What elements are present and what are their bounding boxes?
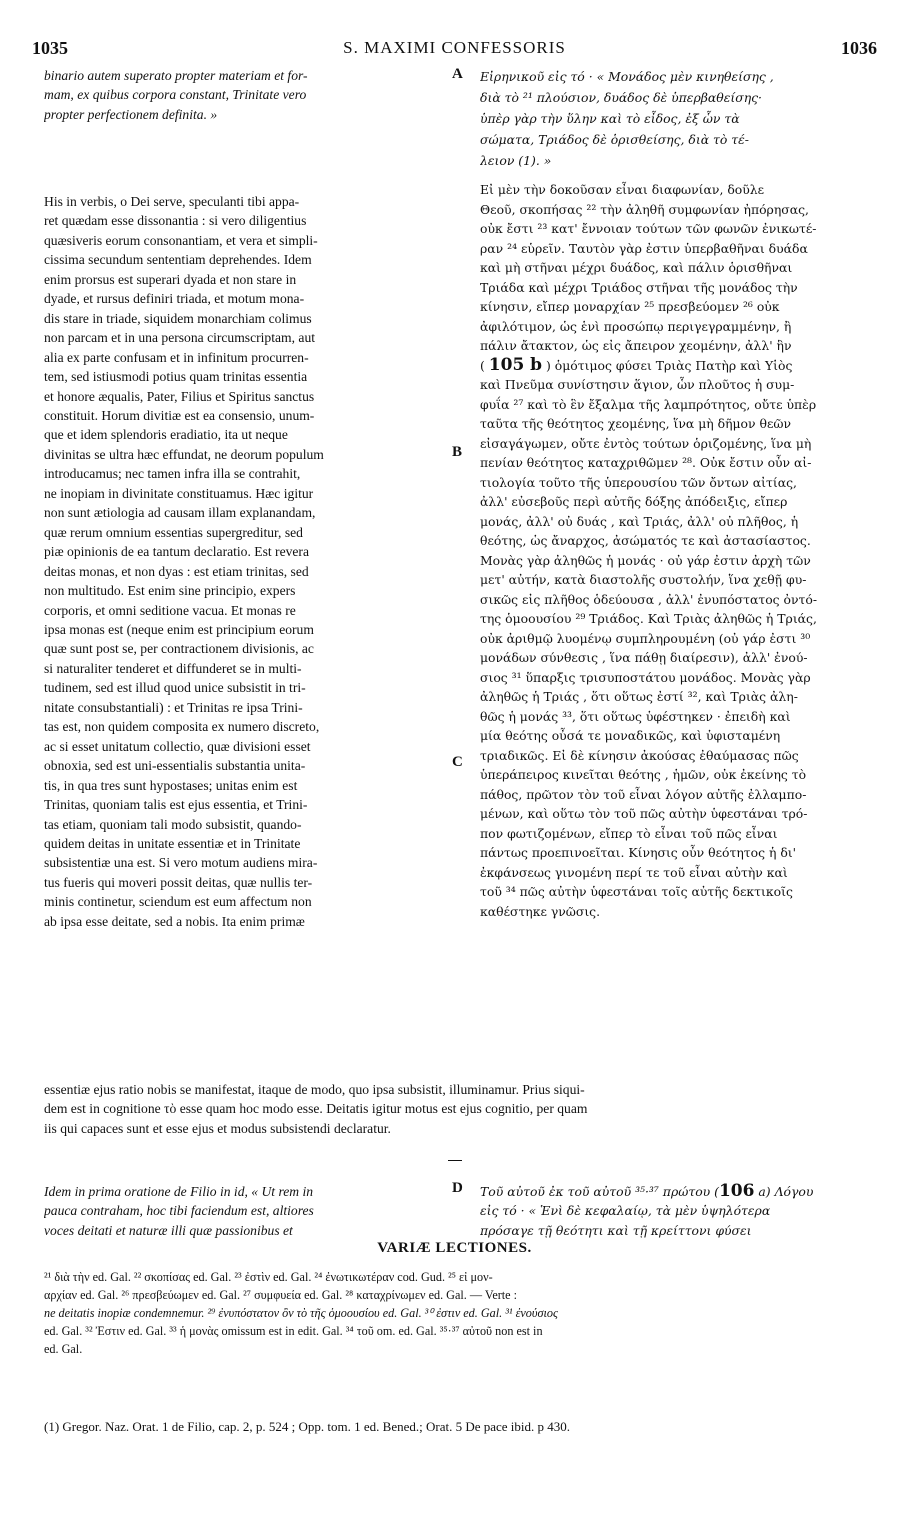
text-line: οὐκ ἔστι ²³ κατ' ἔννοιαν τούτων τῶν φωνῶν ἐνικωτέ- [480,221,817,236]
right-page-number: 1036 [841,38,877,58]
greek-top-block [480,66,878,171]
text-line: si naturaliter tenderet et diffunderet se in multi- [44,660,302,676]
text-line: μένων, καὶ οὕτω τὸν τοῦ πῶς αὐτὴν ὑφεστάναι τρό- [480,806,808,821]
text-line: constituit. Horum divitiæ est ea consensio, unum- [44,407,315,423]
text-line: nitate consubstantiali) : et Trinitas re ipsa Trini- [44,699,303,715]
variant-readings [44,1268,880,1358]
text-line: μονάς, ἀλλ' οὐ δυάς , καὶ Τριάς, ἀλλ' οὐ πλῆθος, ἡ [480,513,799,529]
text-line: ἀληθῶς ἡ Τριάς , ὅτι οὕτως ἐστί ³², καὶ Τριὰς ἀλη- [480,689,798,704]
text-line: ne inopiam in divinitate constituamus. Hæc igitur [44,485,314,501]
text-line: διὰ τὸ ²¹ πλούσιον, δυάδος δὲ ὑπερβαθείσης· [480,90,762,105]
text-line: ὑπὲρ γὰρ τὴν ὕλην καὶ τὸ εἶδος, ἐξ ὧν τὰ [480,111,740,126]
text-line: non sunt ætiologia ad causam illam explanandam, [44,505,316,521]
text-line: dis stare in triade, siquidem monarchiam colimus [44,310,312,326]
greek-bottom-block [480,1182,878,1240]
text-line: His in verbis, o Dei serve, speculanti tibi appa- [44,194,300,209]
left-page-number: 1035 [32,38,68,58]
text-line: καθέστηκε γνῶσις. [480,903,601,919]
text-line: πάντως προεπινοεῖται. Κίνησις οὖν θεότητος ἡ δι' [480,845,797,860]
text-line: quæsiveris eorum consonantiam, et vera et simpli- [44,232,318,248]
text-line: κίνησιν, εἴπερ μοναρχίαν ²⁵ πρεσβεύομεν ²⁶ οὐκ [480,299,780,314]
page-reference: 105 b [488,355,543,375]
text-line: mam, ex quibus corpora constant, Trinitate vero [44,87,307,103]
text-line: tudinem, sed est illud quod unice subsistit in tri- [44,680,306,696]
text-line: ραν ²⁴ εὑρεῖν. Ταυτὸν γὰρ ἐστιν ὑπερβαθῆναι δυάδα [480,240,808,256]
text-line: φυΐα ²⁷ καὶ τὸ ἓν ἔξαλμα τῆς λαμπρότητος, οὔτε ὑπὲρ [480,396,817,412]
text-line: propter perfectionem definita. » [44,106,218,122]
section-divider [448,1160,462,1161]
latin-bottom-block [44,1182,444,1240]
text-line: minis continetur, sciendum est eum affectum non [44,894,312,910]
text-line: θεότης, ὡς ἄναρχος, ἀσώματός τε καὶ ἀστασίαστος. [480,533,811,548]
note-line: αρχίαν ed. Gal. ²⁶ πρεσβεύωμεν ed. Gal. ²⁷ συμφυεία ed. Gal. ²⁸ καταχρίνωμεν ed. Gal. — Verte : [44,1288,518,1302]
text-line: καὶ Πνεῦμα συνίστησιν ἅγιον, ὧν πλοῦτος ἡ συμ- [480,377,795,392]
section-marker-b: B [452,444,463,460]
text-line: cissima secundum sententiam deprehendes. Idem [44,252,312,268]
text-line: λειον (1). » [480,153,552,168]
text-line: τοῦ ³⁴ πῶς αὐτὴν ὑφεστάναι τοῖς αὐτῆς δεκτικοῖς [480,884,793,899]
text-line: ab ipsa esse deitate, sed a nobis. Ita enim primæ [44,913,305,929]
text-line: pauca contraham, hoc tibi faciendum est, altiores [44,1203,314,1219]
text-line: ipsa monas est (neque enim est principium eorum [44,621,314,637]
text-line: divinitas se ultra hæc effundat, ne deorum populum [44,446,324,462]
text-line: non multitudo. Est enim sine principio, expers [44,583,296,599]
text-line: ἀλλ' εὐσεβοῦς περὶ αὐτῆς δόξης ἀπόδειξις, εἴπερ [480,494,788,509]
text-line: quæ sunt post se, per contractionem divisionis, ac [44,641,314,657]
text-line: μετ' αὐτήν, κατὰ διαστολῆς συστολήν, ἵνα χεθῇ φυ- [480,572,807,587]
text-line [480,1182,878,1201]
note-line: ed. Gal. ³² Ἐστιν ed. Gal. ³³ ἡ μονὰς omissum est in edit. Gal. ³⁴ τοῦ om. ed. Gal. ³⁵·³⁷ αὐτοῦ non est in [44,1324,543,1338]
text-line: que et idem splendoris eradiatio, ita ut neque [44,427,288,443]
text-line: μία θεότης οὖσά τε μοναδικῶς, καὶ ὑφισταμένη [480,728,781,743]
text-line: subsistentiæ una est. Si vero motum audiens mira- [44,855,318,871]
text-line: μονάδων σύνθεσις , ἵνα πάθῃ διαίρεσιν), ἀλλ' ἐνού- [480,650,808,665]
text-line: obnoxia, sed est uni-essentialis substantia unita- [44,758,306,774]
text-line: binario autem superato propter materiam et for- [44,68,308,83]
text-line: Εἰ μὲν τὴν δοκοῦσαν εἶναι διαφωνίαν, δοῦλε [480,182,765,197]
text-line: τριαδικῶς. Εἰ δὲ κίνησιν ἀκούσας ἐθαύμασας πῶς [480,747,799,763]
text-line: σικῶς εἰς πλῆθος ὁδεύουσα , ἀλλ' ἐνυπόστατος ὀντό- [480,591,818,607]
section-marker-a: A [452,66,463,82]
latin-top-block [44,66,444,124]
text-line: tis, in qua tres sunt hypostases; unitas enim est [44,777,298,793]
latin-main-column [44,192,444,931]
text-line: οὐκ ἀριθμῷ λυομένῳ συμπληρουμένη (οὐ γάρ ἐστι ³⁰ [480,630,811,646]
note-line: ²¹ διὰ τὴν ed. Gal. ²² σκοπίσας ed. Gal. ²³ ἐστὶν ed. Gal. ²⁴ ἐνωτικωτέραν cod. Gud. ²⁵ εἰ μον- [44,1270,493,1284]
text-line: πενίαν θεότητος καταχριθῶμεν ²⁸. Οὐκ ἔστιν οὖν αἰ- [480,455,812,470]
text-line: iis qui capaces sunt et esse ejus et modus subsistendi declaratur. [44,1120,391,1136]
text-line: dyade, et rursus definiri triada, et motum mona- [44,291,305,307]
text-line: ἐκφάνσεως γινομένη περί τε τοῦ εἶναι αὐτὴν καὶ [480,864,788,880]
text-line: Trinitas, quoniam talis est ejus essentia, et Trini- [44,797,308,813]
text-line: της ὁμοουσίου ²⁹ Τριάδος. Καὶ Τριὰς ἀληθῶς ἡ Τριάς, [480,611,817,626]
text-line: quidem deitas in unitate essentiæ et in Trinitate [44,835,301,851]
running-title: S. MAXIMI CONFESSORIS [343,38,566,57]
text-line: πάλιν ἄτακτον, ὡς εἰς ἄπειρον χεομένην, ἀλλ' ἣν [480,338,792,353]
text-line: tas etiam, quoniam tali modo subsistit, quando- [44,816,302,832]
text-span: ὁμότιμος φύσει Τριὰς Πατὴρ καὶ Υἱὸς [554,357,793,373]
text-line: σώματα, Τριάδος δὲ ὁρισθείσης, διὰ τὸ τέ- [480,132,749,147]
page-header [32,38,877,60]
text-line: Θεοῦ, σκοπήσας ²² τὴν ἀληθῆ συμφωνίαν ἠπόρησας, [480,201,809,217]
text-line: voces deitati et naturæ illi quæ passionibus et [44,1222,293,1238]
text-line: essentiæ ejus ratio nobis se manifestat, itaque de modo, quo ipsa subsistit, illuminamur. Prius siqui- [44,1082,585,1097]
text-line: ac si esset unitatum collectio, quæ divisioni esset [44,738,311,754]
section-marker-d: D [452,1180,463,1196]
text-line: ταῦτα τῆς θεότητος χεομένης, ἵνα μὴ δῆμον θεῶν [480,416,792,431]
text-line: ἀφιλότιμον, ὡς ἑνὶ προσώπῳ περιγεγραμμένην, ἢ [480,318,792,334]
variae-lectiones-heading: VARIÆ LECTIONES. [377,1240,532,1256]
text-line: εἰσαγάγωμεν, οὔτε ἐντὸς τούτων ὁριζομένης, ἵνα μὴ [480,435,812,451]
text-line: εἰς τό · « Ἑνὶ δὲ κεφαλαίῳ, τὰ μὲν ὑψηλότερα [480,1203,771,1219]
text-line: Μονὰς γὰρ ἀληθῶς ἡ μονάς · οὐ γάρ ἐστιν ἀρχὴ τῶν [480,552,811,568]
text-line: ( 105 b ) ὁμότιμος φύσει Τριὰς Πατὴρ καὶ Υἱὸς [480,355,793,375]
footnote: (1) Gregor. Naz. Orat. 1 de Filio, cap. 2, p. 524 ; Opp. tom. 1 ed. Bened.; Orat. 5 De pace ibid. p 430. [44,1419,571,1434]
text-line: θῶς ἡ μονάς ³³, ὅτι οὕτως ὑφέστηκεν · ἐπειδὴ καὶ [480,708,791,724]
text-line: Τριάδα καὶ μέχρι Τριάδος στῆναι τῆς μονάδος τὴν [480,279,798,295]
text-line: ret quædam esse dissonantia : si vero diligentius [44,213,307,229]
note-line: ed. Gal. [44,1342,83,1356]
text-line: πρόσαγε τῇ θεότητι καὶ τῇ κρείττονι φύσει [480,1222,752,1238]
text-line: introducamus; nec tamen infra illa se contrahit, [44,466,301,482]
text-line: tus fueris qui moveri possit deitas, quæ nullis ter- [44,874,313,890]
text-line: alia ex parte confusam et in infinitum procurren- [44,349,309,365]
text-span: Τοῦ αὐτοῦ ἐκ τοῦ αὐτοῦ ³⁵·³⁷ πρώτου ( [480,1184,719,1199]
text-line: τιολογία τοῦτο τῆς ὑπερουσίου τῶν ὄντων αἰτίας, [480,474,797,490]
text-line: tem, sed istiusmodi potius quam trinitas essentia [44,369,308,385]
text-line: ὑπεράπειρος κινεῖται θεότης , ἡμῶν, οὐκ ἐκείνης τὸ [480,767,807,782]
text-line: πον φωτιζομένων, εἴπερ τὸ εἶναι τοῦ πῶς εἶναι [480,825,778,841]
section-marker-c: C [452,754,463,770]
text-line: non parcam et in una persona circumscriptam, aut [44,330,316,346]
note-line: ne deitatis inopiæ condemnemur. ²⁹ ἐνυπόστατον ὂν τὸ τῆς ὁμοουσίου ed. Gal. ³⁰ ἐστιν ed. Gal. ³¹ ἐνούσιος [44,1306,558,1320]
text-line: Idem in prima oratione de Filio in id, « Ut rem in [44,1184,314,1199]
text-line: σιος ³¹ ὕπαρξις τρισυποστάτου μονάδος. Μονὰς γὰρ [480,669,811,685]
text-line: corporis, et omni seditione vacua. Et monas re [44,602,296,618]
full-width-paragraph [44,1080,878,1138]
text-line: dem est in cognitione τὸ esse quam hoc modo esse. Deitatis igitur motus est ejus cognitio, per quam [44,1101,588,1117]
page-reference: 106 [718,1182,755,1201]
text-line: Εἰρηνικοῦ εἰς τό · « Μονάδος μὲν κινηθείσης , [480,69,774,84]
text-line: deitas monas, et non dyas : est etiam trinitas, sed [44,563,309,579]
text-line: καὶ μὴ στῆναι μέχρι δυάδος, καὶ πάλιν ὁρισθῆναι [480,260,793,275]
text-line: tas est, non quidem composita ex numero discreto, [44,719,320,735]
text-span: a) Λόγου [754,1184,814,1199]
text-line: enim prorsus est superari dyada et non stare in [44,271,297,287]
text-line: et honore æqualis, Pater, Filius et Spiritus sanctus [44,388,315,404]
text-line: piæ opinionis de ea tantum declaratio. Est revera [44,544,309,560]
text-line: πάθος, πρῶτον τὸν τοῦ εἶναι λόγον αὐτῆς ἐλλαμπο- [480,786,807,802]
greek-main-column [480,180,878,921]
text-line: quæ rerum omnium essentias supergreditur, sed [44,524,303,540]
